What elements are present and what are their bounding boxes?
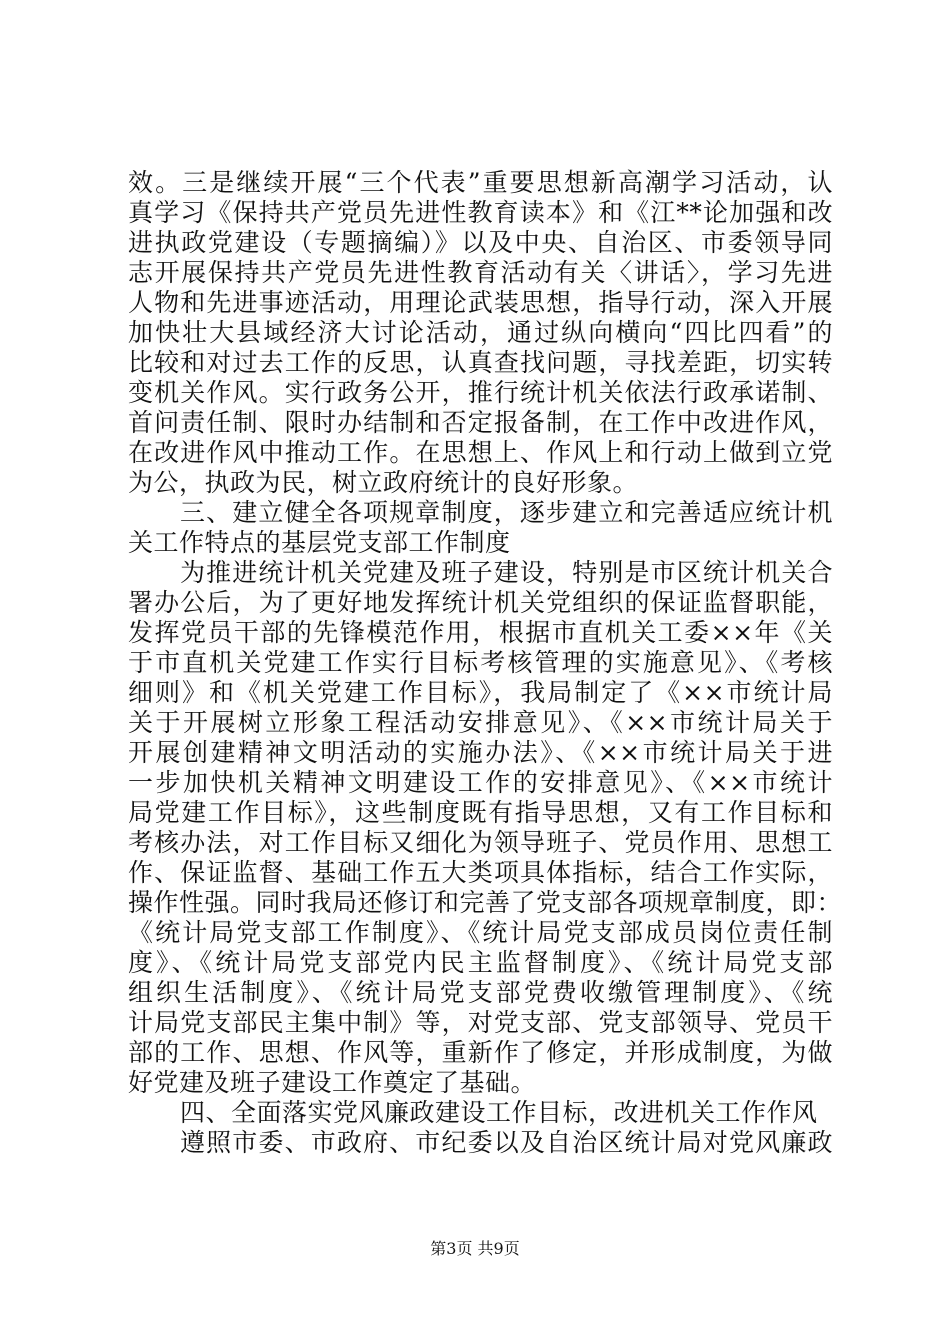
text-line: 四、全面落实党风廉政建设工作目标，改进机关工作作风 bbox=[180, 1098, 818, 1127]
text-line: 作、保证监督、基础工作五大类项具体指标，结合工作实际， bbox=[128, 858, 833, 887]
text-line: 署办公后，为了更好地发挥统计机关党组织的保证监督职能， bbox=[128, 588, 833, 617]
text-line: 《统计局党支部工作制度》、《统计局党支部成员岗位责任制 bbox=[128, 918, 833, 947]
text-line: 进执政党建设（专题摘编）》以及中央、自治区、市委领导同 bbox=[128, 228, 833, 257]
text-line: 在改进作风中推动工作。在思想上、作风上和行动上做到立党 bbox=[128, 438, 833, 467]
text-line: 首问责任制、限时办结制和否定报备制，在工作中改进作风， bbox=[128, 408, 833, 437]
text-line: 变机关作风。实行政务公开，推行统计机关依法行政承诺制、 bbox=[128, 378, 833, 407]
text-line: 关工作特点的基层党支部工作制度 bbox=[128, 528, 511, 557]
text-line: 操作性强。同时我局还修订和完善了党支部各项规章制度，即： bbox=[128, 888, 843, 917]
text-line: 关于开展树立形象工程活动安排意见》、《××市统计局关于 bbox=[128, 708, 833, 737]
text-line: 部的工作、思想、作风等，重新作了修定，并形成制度，为做 bbox=[128, 1038, 833, 1067]
text-line: 局党建工作目标》，这些制度既有指导思想，又有工作目标和 bbox=[128, 798, 833, 827]
text-line: 效。三是继续开展“三个代表”重要思想新高潮学习活动，认 bbox=[128, 168, 833, 197]
text-line: 志开展保持共产党员先进性教育活动有关〈讲话〉，学习先进 bbox=[128, 258, 833, 287]
text-line: 遵照市委、市政府、市纪委以及自治区统计局对党风廉政 bbox=[180, 1128, 833, 1157]
text-line: 三、建立健全各项规章制度，逐步建立和完善适应统计机 bbox=[180, 498, 833, 527]
text-line: 真学习《保持共产党员先进性教育读本》和《江**论加强和改 bbox=[128, 198, 833, 227]
text-line: 比较和对过去工作的反思，认真查找问题，寻找差距，切实转 bbox=[128, 348, 833, 377]
text-line: 组织生活制度》、《统计局党支部党费收缴管理制度》、《统 bbox=[128, 978, 833, 1007]
text-line: 于市直机关党建工作实行目标考核管理的实施意见》、《考核 bbox=[128, 648, 833, 677]
text-line: 为推进统计机关党建及班子建设，特别是市区统计机关合 bbox=[180, 558, 833, 587]
text-line: 为公，执政为民，树立政府统计的良好形象。 bbox=[128, 468, 639, 497]
text-line: 开展创建精神文明活动的实施办法》、《××市统计局关于进 bbox=[128, 738, 833, 767]
text-line: 考核办法，对工作目标又细化为领导班子、党员作用、思想工 bbox=[128, 828, 833, 857]
text-line: 加快壮大县域经济大讨论活动，通过纵向横向“四比四看”的 bbox=[128, 318, 833, 347]
page-footer: 第3页 共9页 bbox=[430, 1239, 520, 1258]
text-line: 发挥党员干部的先锋模范作用，根据市直机关工委××年《关 bbox=[128, 618, 833, 647]
text-line: 度》、《统计局党支部党内民主监督制度》、《统计局党支部 bbox=[128, 948, 833, 977]
text-line: 计局党支部民主集中制》等，对党支部、党支部领导、党员干 bbox=[128, 1008, 833, 1037]
document-body bbox=[128, 168, 843, 1158]
text-line: 细则》和《机关党建工作目标》，我局制定了《××市统计局 bbox=[128, 678, 833, 707]
text-line: 一步加快机关精神文明建设工作的安排意见》、《××市统计 bbox=[128, 768, 833, 797]
text-line: 人物和先进事迹活动，用理论武装思想，指导行动，深入开展 bbox=[128, 288, 833, 317]
text-line: 好党建及班子建设工作奠定了基础。 bbox=[128, 1068, 537, 1097]
